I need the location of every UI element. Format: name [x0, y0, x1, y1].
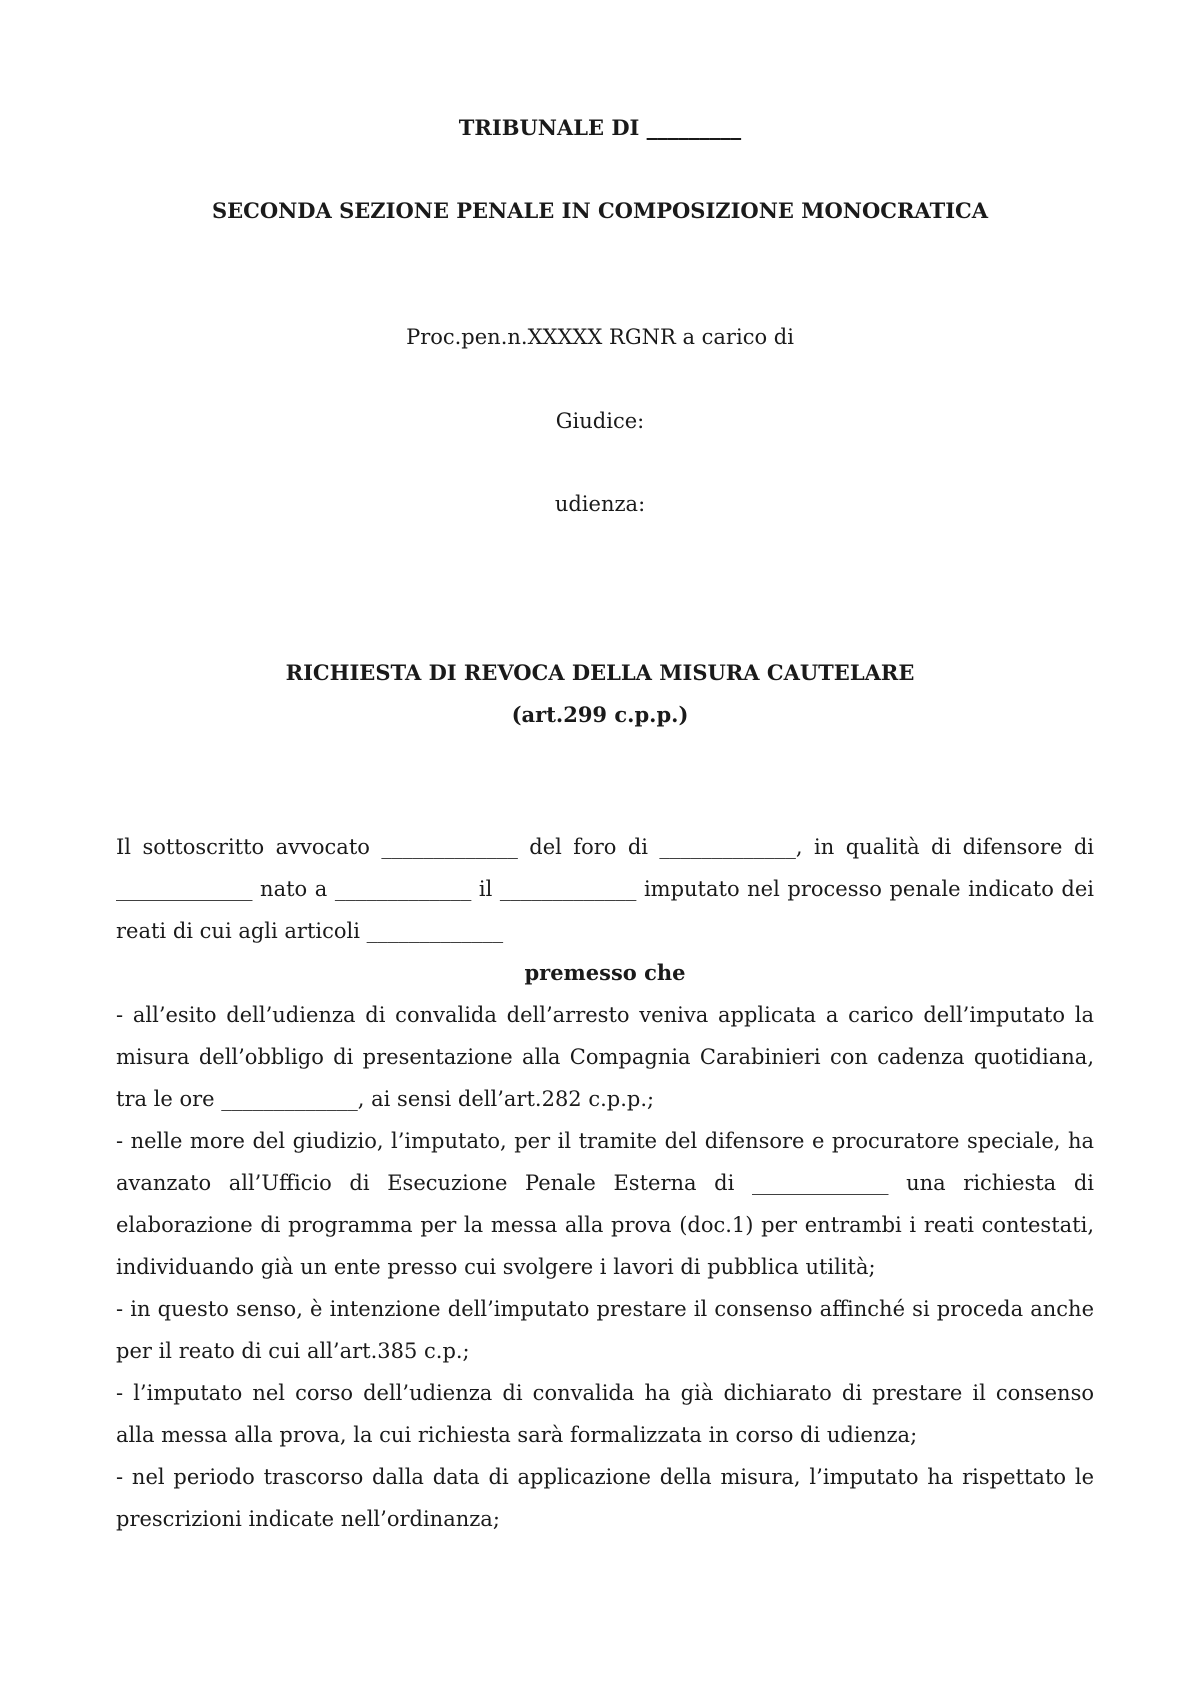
premise-heading: premesso che [524, 960, 686, 985]
list-item: - nel periodo trascorso dalla data di applicazione della misura, l’imputato ha rispettato le prescrizioni indicate nell’ordinanza; [116, 1465, 1094, 1531]
proceeding-number: Proc.pen.n.XXXXX RGNR a carico di [406, 325, 794, 349]
list-item: - all’esito dell’udienza di convalida dell’arresto veniva applicata a carico dell’imputato la misura dell’obbligo di presentazione alla Compagnia Carabinieri con cadenza quotidiana, tra le ore _____________, ai sensi dell’art.282 c.p.p.; [116, 1003, 1094, 1111]
premise-list [116, 994, 1094, 1540]
court-heading: TRIBUNALE DI _________ [458, 115, 742, 140]
list-item: - in questo senso, è intenzione dell’imputato prestare il consenso affinché si proceda anche per il reato di cui all’art.385 c.p.; [116, 1297, 1094, 1363]
intro-paragraph: Il sottoscritto avvocato _____________ del foro di _____________, in qualità di difensore di _____________ nato a _____________ il _____________ imputato nel processo penale indicato dei reati di cui agli articoli _____________ [116, 835, 1094, 943]
list-item: - nelle more del giudizio, l’imputato, per il tramite del difensore e procuratore speciale, ha avanzato all’Ufficio di Esecuzione Penale Esterna di _____________ una richiesta di elaborazione di programma per la messa alla prova (doc.1) per entrambi i reati contestati, individuando già un ente presso cui svolgere i lavori di pubblica utilità; [116, 1129, 1094, 1279]
section-heading: SECONDA SEZIONE PENALE IN COMPOSIZIONE MONOCRATICA [211, 198, 989, 223]
hearing-line: udienza: [554, 492, 646, 516]
request-article: (art.299 c.p.p.) [511, 702, 689, 727]
list-item: - l’imputato nel corso dell’udienza di convalida ha già dichiarato di prestare il consenso alla messa alla prova, la cui richiesta sarà formalizzata in corso di udienza; [116, 1381, 1094, 1447]
document-body [116, 826, 1094, 1540]
request-title: RICHIESTA DI REVOCA DELLA MISURA CAUTELARE [285, 660, 915, 685]
judge-line: Giudice: [555, 409, 645, 433]
